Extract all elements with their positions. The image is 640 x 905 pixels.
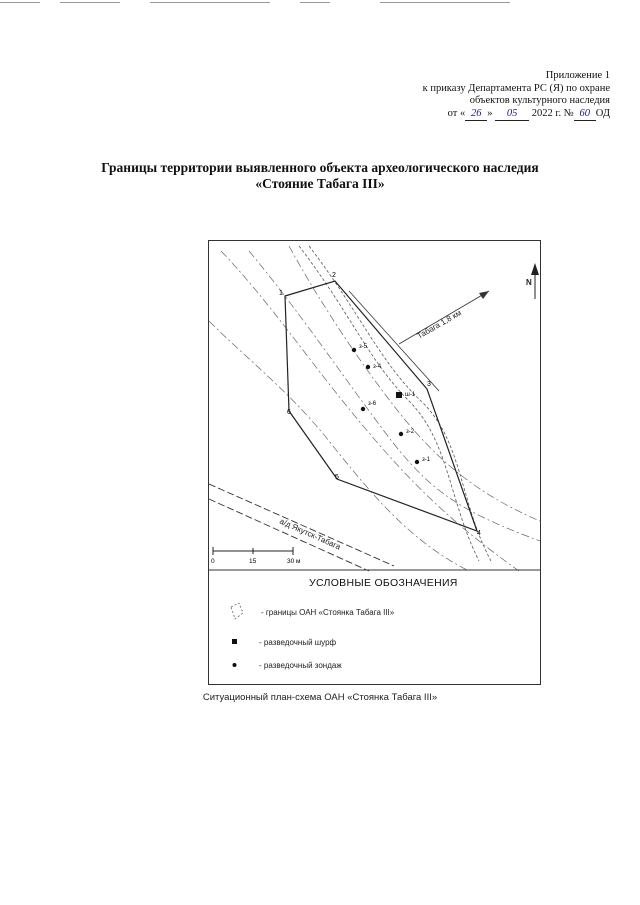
arrowhead-icon xyxy=(479,291,489,299)
appendix-date-line xyxy=(350,108,610,122)
probe-marker xyxy=(415,460,419,464)
title-line-2: «Стояние Табага III» xyxy=(255,176,385,191)
plan-svg xyxy=(209,241,540,684)
scale-label-30: 30 м xyxy=(287,558,301,565)
legend-item-probe: - разведочный зондаж xyxy=(259,661,342,670)
legend-title: УСЛОВНЫЕ ОБОЗНАЧЕНИЯ xyxy=(309,577,458,589)
contour-lines xyxy=(209,246,540,571)
probe-label-1: з-1 xyxy=(422,457,431,463)
scan-artifact xyxy=(300,2,330,3)
vertex-label-6: 6 xyxy=(287,409,291,416)
vertex-label-5: 5 xyxy=(335,474,339,481)
bank-line xyxy=(349,291,439,391)
plan-caption: Ситуационный план-схема ОАН «Стоянка Табага III» xyxy=(202,692,438,703)
boundary-icon xyxy=(231,603,243,619)
order-suffix: ОД xyxy=(595,107,610,119)
dot-icon xyxy=(233,663,237,667)
direction-label: Табага 1,8 км xyxy=(415,308,463,341)
probe-marker xyxy=(366,365,370,369)
legend-item-pit: - разведочный шурф xyxy=(259,638,337,647)
scale-label-0: 0 xyxy=(211,558,215,565)
scan-artifact xyxy=(60,2,120,3)
appendix-header xyxy=(350,70,610,121)
vertex-label-4: 4 xyxy=(477,530,481,537)
vertex-label-1: 1 xyxy=(279,290,283,297)
probe-marker xyxy=(352,348,356,352)
legend-item-boundary: - границы ОАН «Стоянка Табага III» xyxy=(261,608,395,617)
scan-artifact xyxy=(150,2,270,3)
probe-marker xyxy=(361,407,365,411)
document-title xyxy=(90,160,550,192)
probe-label-2: з-2 xyxy=(406,429,415,435)
date-prefix: от « xyxy=(447,107,466,119)
scan-artifact xyxy=(380,2,510,3)
north-label: N xyxy=(526,278,532,287)
date-month: 05 xyxy=(495,108,529,122)
river-lines xyxy=(299,246,491,561)
pit-label: ш-1 xyxy=(405,392,416,398)
vertex-label-2: 2 xyxy=(332,272,336,279)
appendix-line-3: объектов культурного наследия xyxy=(469,95,610,106)
vertex-label-3: 3 xyxy=(427,381,431,388)
appendix-line-2: к приказу Департамента РС (Я) по охране xyxy=(422,82,610,94)
appendix-line-1: Приложение 1 xyxy=(545,70,610,81)
north-arrow-icon xyxy=(531,263,539,299)
date-sep: » xyxy=(487,107,493,119)
date-day: 26 xyxy=(465,108,487,122)
square-icon xyxy=(232,639,237,644)
order-number: 60 xyxy=(574,108,596,122)
situation-plan xyxy=(208,240,541,685)
scan-artifact xyxy=(0,2,40,3)
scale-label-15: 15 xyxy=(249,558,257,565)
probe-label-4: з-4 xyxy=(373,364,382,370)
date-year: 2022 г. № xyxy=(531,107,574,119)
pit-marker xyxy=(396,392,402,398)
scale-bar xyxy=(213,547,293,555)
road-label: а/д Якутск-Табага xyxy=(278,516,342,552)
title-line-1: Границы территории выявленного объекта археологического наследия xyxy=(101,160,539,175)
probe-label-5: з-5 xyxy=(359,344,368,350)
probe-marker xyxy=(399,432,403,436)
probe-label-6: з-6 xyxy=(368,401,377,407)
